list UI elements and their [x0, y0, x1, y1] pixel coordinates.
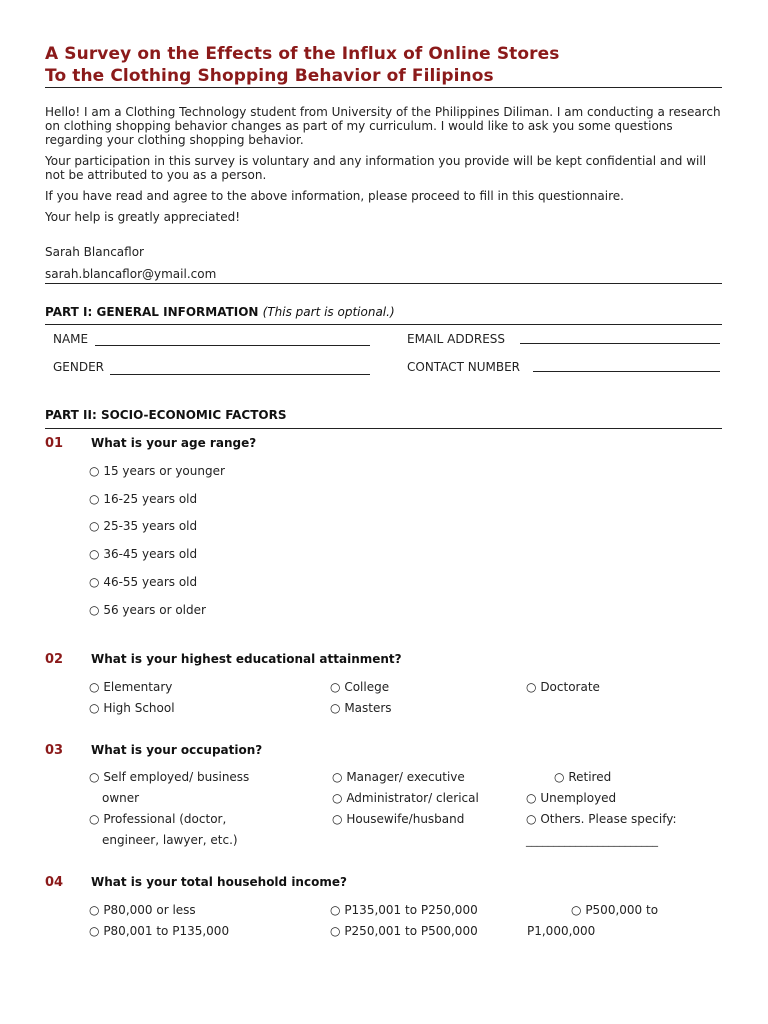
radio-icon[interactable]: ○ — [330, 924, 341, 938]
radio-icon[interactable]: ○ — [89, 680, 100, 694]
q1-option-label: 36-45 years old — [103, 547, 198, 561]
q1-option[interactable] — [89, 519, 197, 533]
email-label: EMAIL ADDRESS — [407, 332, 506, 346]
q3-option[interactable] — [332, 770, 465, 784]
q1-option[interactable] — [89, 547, 197, 561]
q2-option-label: Elementary — [103, 680, 173, 694]
radio-icon[interactable]: ○ — [89, 519, 100, 533]
q2-option-label: Masters — [344, 701, 392, 715]
radio-icon[interactable]: ○ — [332, 791, 343, 805]
q4-option[interactable] — [89, 924, 229, 938]
radio-icon[interactable]: ○ — [89, 770, 100, 784]
q3-option[interactable] — [526, 812, 677, 826]
radio-icon[interactable]: ○ — [89, 701, 100, 715]
q3-option[interactable] — [89, 812, 226, 826]
part2-heading: PART II: SOCIO-ECONOMIC FACTORS — [45, 408, 287, 422]
q4-option-label-continued: P1,000,000 — [527, 924, 596, 938]
radio-icon[interactable]: ○ — [89, 492, 100, 506]
intro-paragraph-1-line-3: regarding your clothing shopping behavior. — [45, 133, 304, 147]
survey-title-line-1: A Survey on the Effects of the Influx of Online Stores — [45, 44, 560, 64]
q3-option-label: Unemployed — [540, 791, 617, 805]
q1-option[interactable] — [89, 575, 197, 589]
radio-icon[interactable]: ○ — [89, 575, 100, 589]
q3-option-label-continued: owner — [102, 791, 140, 805]
part1-divider — [45, 324, 722, 325]
q4-option-label: P135,001 to P250,000 — [344, 903, 478, 917]
gender-field[interactable] — [110, 374, 370, 375]
q3-option[interactable] — [526, 791, 616, 805]
q4-option[interactable] — [89, 903, 196, 917]
q3-option-label: Self employed/ business — [103, 770, 250, 784]
name-label: NAME — [53, 332, 89, 346]
radio-icon[interactable]: ○ — [571, 903, 582, 917]
q1-option-label: 15 years or younger — [103, 464, 225, 478]
q2-option[interactable] — [89, 701, 175, 715]
q4-option-label: P250,001 to P500,000 — [344, 924, 478, 938]
q4-question: What is your total household income? — [91, 875, 347, 889]
part1-heading-text: PART I: GENERAL INFORMATION — [45, 305, 259, 319]
intro-divider — [45, 283, 722, 284]
q4-option-label: P500,000 to — [585, 903, 659, 917]
radio-icon[interactable]: ○ — [330, 701, 341, 715]
contact-field[interactable] — [533, 371, 720, 372]
intro-paragraph-2-line-1: Your participation in this survey is voluntary and any information you provide will be kept confidential and will — [45, 154, 707, 168]
author-email: sarah.blancaflor@ymail.com — [45, 267, 217, 281]
q2-option[interactable] — [330, 680, 389, 694]
q4-option[interactable] — [330, 924, 478, 938]
q2-question: What is your highest educational attainment? — [91, 652, 402, 666]
name-field[interactable] — [95, 345, 370, 346]
radio-icon[interactable]: ○ — [89, 924, 100, 938]
radio-icon[interactable]: ○ — [526, 680, 537, 694]
q3-option-label: Retired — [568, 770, 612, 784]
q2-option-label: High School — [103, 701, 175, 715]
radio-icon[interactable]: ○ — [89, 464, 100, 478]
radio-icon[interactable]: ○ — [89, 812, 100, 826]
radio-icon[interactable]: ○ — [526, 812, 537, 826]
contact-label: CONTACT NUMBER — [407, 360, 520, 374]
q1-option-label: 46-55 years old — [103, 575, 198, 589]
title-divider — [45, 87, 722, 88]
q3-option-label-continued: engineer, lawyer, etc.) — [102, 833, 238, 847]
q4-option[interactable] — [571, 903, 658, 917]
q1-question: What is your age range? — [91, 436, 257, 450]
part1-optional-note: (This part is optional.) — [262, 305, 395, 319]
intro-paragraph-1-line-2: on clothing shopping behavior changes as part of my curriculum. I would like to ask you some questions — [45, 119, 673, 133]
radio-icon[interactable]: ○ — [330, 680, 341, 694]
q1-number: 01 — [45, 436, 64, 451]
radio-icon[interactable]: ○ — [554, 770, 565, 784]
q2-option[interactable] — [89, 680, 172, 694]
q3-option-label: Others. Please specify: — [540, 812, 677, 826]
q4-option[interactable] — [330, 903, 478, 917]
q3-option-label: Administrator/ clerical — [346, 791, 479, 805]
radio-icon[interactable]: ○ — [89, 903, 100, 917]
radio-icon[interactable]: ○ — [526, 791, 537, 805]
radio-icon[interactable]: ○ — [332, 770, 343, 784]
q3-option-label: Manager/ executive — [346, 770, 465, 784]
intro-paragraph-3: If you have read and agree to the above information, please proceed to fill in this questionnaire. — [45, 189, 624, 203]
intro-paragraph-1-line-1: Hello! I am a Clothing Technology student from University of the Philippines Diliman. I am conducting a research — [45, 105, 721, 119]
radio-icon[interactable]: ○ — [330, 903, 341, 917]
q4-number: 04 — [45, 875, 64, 890]
q2-option[interactable] — [526, 680, 600, 694]
q1-option-label: 56 years or older — [103, 603, 206, 617]
q3-option[interactable] — [332, 791, 479, 805]
email-field[interactable] — [520, 343, 720, 344]
q2-option[interactable] — [330, 701, 392, 715]
q3-number: 03 — [45, 743, 64, 758]
q1-option[interactable] — [89, 464, 225, 478]
author-name: Sarah Blancaflor — [45, 245, 144, 259]
others-specify-field[interactable]: ________________________ — [526, 834, 658, 847]
q3-option[interactable] — [89, 770, 249, 784]
q4-option-label: P80,001 to P135,000 — [103, 924, 230, 938]
part1-heading — [45, 305, 395, 319]
q3-option-label: Housewife/husband — [346, 812, 465, 826]
q3-option-label: Professional (doctor, — [103, 812, 227, 826]
intro-paragraph-2-line-2: not be attributed to you as a person. — [45, 168, 267, 182]
q1-option[interactable] — [89, 603, 206, 617]
part2-divider — [45, 428, 722, 429]
q1-option-label: 25-35 years old — [103, 519, 198, 533]
q2-option-label: Doctorate — [540, 680, 600, 694]
radio-icon[interactable]: ○ — [332, 812, 343, 826]
radio-icon[interactable]: ○ — [89, 603, 100, 617]
q3-question: What is your occupation? — [91, 743, 263, 757]
gender-label: GENDER — [53, 360, 105, 374]
intro-paragraph-4: Your help is greatly appreciated! — [45, 210, 241, 224]
q3-option[interactable] — [332, 812, 464, 826]
q3-option[interactable] — [554, 770, 611, 784]
survey-title-line-2: To the Clothing Shopping Behavior of Filipinos — [45, 66, 494, 86]
q1-option-label: 16-25 years old — [103, 492, 198, 506]
q1-option[interactable] — [89, 492, 197, 506]
q4-option-label: P80,000 or less — [103, 903, 196, 917]
radio-icon[interactable]: ○ — [89, 547, 100, 561]
q2-option-label: College — [344, 680, 390, 694]
q2-number: 02 — [45, 652, 64, 667]
